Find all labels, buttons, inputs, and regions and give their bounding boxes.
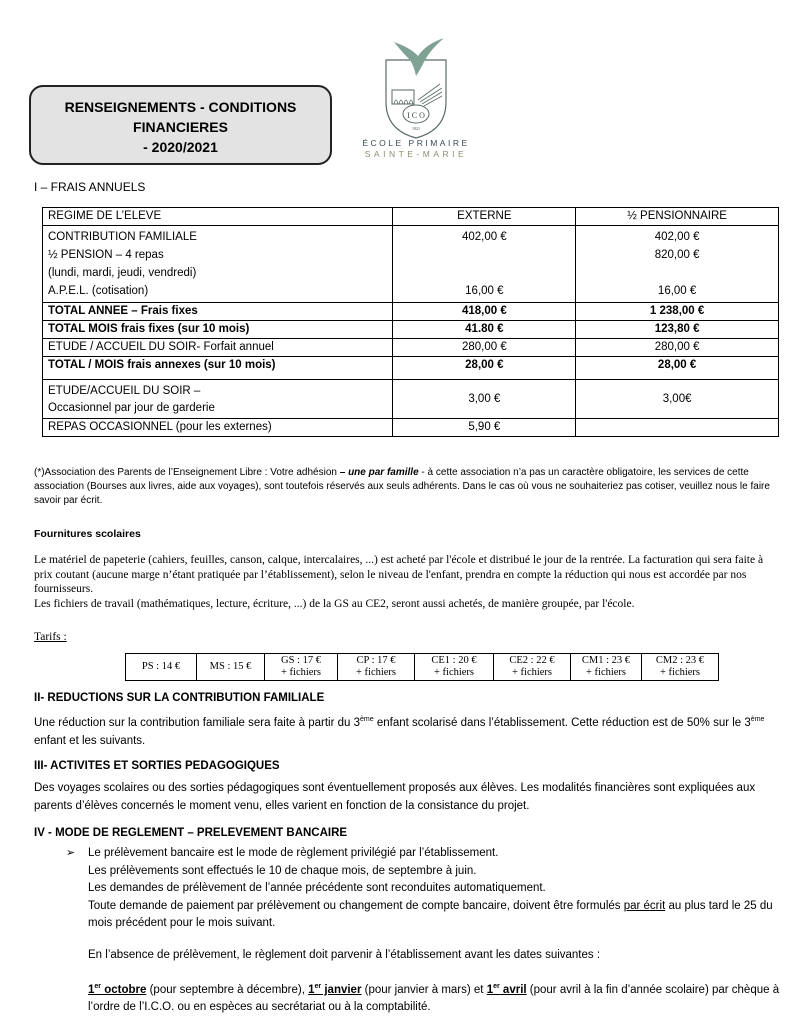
tarif-ce2	[494, 654, 571, 681]
row-demi: 402,00 €	[654, 231, 700, 243]
tarif-value: CM1 : 23 €	[581, 655, 631, 666]
section-4-line	[88, 898, 788, 933]
fournitures-text	[34, 553, 784, 611]
text-part: (pour avril à la fin d’année scolaire) par chèque à l’ordre de l’I.C.O. ou en espèces au secrétariat ou à la comptabilité.	[88, 983, 780, 1014]
row-demi: 16,00 €	[657, 285, 697, 297]
text-part: (pour septembre à décembre),	[146, 983, 309, 996]
tarif-value: CM2 : 23 €	[655, 655, 705, 666]
date-month: octobre	[101, 983, 147, 996]
frais-annuels-table	[42, 207, 779, 437]
row-demi: 28,00 €	[576, 357, 779, 380]
section-4-line: Les demandes de prélèvement de l’année précédente sont reconduites automatiquement.	[88, 882, 546, 894]
title-line-3: - 2020/2021	[143, 139, 218, 155]
row-label: ETUDE/ACCUEIL DU SOIR –	[48, 385, 201, 397]
logo-bridge	[392, 90, 414, 104]
section-4-absence: En l’absence de prélèvement, le règlement doit parvenir à l’établissement avant les dates suivantes :	[88, 949, 601, 961]
section-4-lines	[88, 845, 788, 933]
row-demi: 1 238,00 €	[576, 303, 779, 321]
row-label: A.P.E.L. (cotisation)	[48, 285, 149, 297]
tarifs-row	[126, 654, 719, 681]
section-4-line: Le prélèvement bancaire est le mode de règlement privilégié par l’établissement.	[88, 847, 499, 859]
row-label: TOTAL / MOIS frais annexes (sur 10 mois)	[43, 357, 393, 380]
row-externe: 28,00 €	[393, 357, 576, 380]
superscript: er	[493, 983, 500, 990]
tarif-gs	[265, 654, 338, 681]
tarif-extra: + fichiers	[280, 667, 322, 678]
tarif-value: CE2 : 22 €	[509, 655, 555, 666]
tarif-ce1	[415, 654, 494, 681]
tarif-extra: + fichiers	[511, 667, 553, 678]
section-3-text: Des voyages scolaires ou des sorties pédagogiques sont éventuellement proposés aux élèves. Les modalités financières sont expliquées aux parents d’élèves concernés le moment venu, elles varient en fonction de la consistance du projet.	[34, 782, 756, 812]
title-line-2: FINANCIERES	[133, 119, 228, 135]
tarifs-table	[125, 653, 719, 681]
row-label: ½ PENSION – 4 repas	[48, 249, 164, 261]
apel-note-text: (*)Association des Parents de l’Enseignement Libre : Votre adhésion	[34, 467, 340, 478]
tarif-value: CP : 17 €	[356, 655, 396, 666]
row-label: Occasionnel par jour de garderie	[48, 402, 215, 414]
school-line-2: SAINTE-MARIE	[364, 149, 468, 159]
row-externe: 280,00 €	[393, 339, 576, 357]
date-month: avril	[499, 983, 527, 996]
bullet-arrow-icon: ➢	[66, 847, 76, 859]
row-demi: 820,00 €	[654, 249, 700, 261]
row-externe: 5,90 €	[393, 419, 576, 437]
date-day: 1	[308, 983, 315, 996]
row-externe: 16,00 €	[465, 285, 504, 297]
tarif-cm2	[642, 654, 719, 681]
row-externe: 418,00 €	[393, 303, 576, 321]
logo-bird	[394, 38, 444, 76]
par-ecrit-underlined: par écrit	[623, 899, 666, 912]
table-row	[43, 357, 779, 380]
section-3-heading: III- ACTIVITES ET SORTIES PEDAGOGIQUES	[34, 760, 280, 772]
row-label: REPAS OCCASIONNEL (pour les externes)	[43, 419, 393, 437]
tarif-extra: + fichiers	[433, 667, 475, 678]
row-label: TOTAL ANNEE – Frais fixes	[43, 303, 393, 321]
fournitures-paragraph: Les fichiers de travail (mathématiques, lecture, écriture, ...) de la GS au CE2, seront aussi achetés, de manière groupée, par l'école.	[34, 597, 635, 610]
section-2-heading: II- REDUCTIONS SUR LA CONTRIBUTION FAMILIALE	[34, 692, 325, 704]
tarif-extra: + fichiers	[585, 667, 627, 678]
tarif-value: PS : 14 €	[141, 661, 181, 672]
superscript: er	[314, 983, 322, 990]
col-regime: REGIME DE L’ELEVE	[43, 208, 393, 226]
apel-note-emphasis: – une par famille	[339, 467, 419, 478]
text-part: (pour janvier à mars) et	[361, 983, 487, 996]
table-row	[43, 303, 779, 321]
row-demi: 280,00 €	[576, 339, 779, 357]
superscript: ème	[360, 716, 374, 723]
section-2-text-part: enfant et les suivants.	[34, 734, 146, 747]
col-externe: EXTERNE	[393, 208, 576, 226]
tarif-cp	[338, 654, 415, 681]
section-1-heading: I – FRAIS ANNUELS	[34, 180, 146, 194]
section-2-text-part: enfant scolarisé dans l’établissement. Cette réduction est de 50% sur le 3	[373, 716, 751, 729]
table-row	[43, 419, 779, 437]
row-externe: 402,00 €	[461, 231, 507, 243]
tarif-cm1	[571, 654, 642, 681]
text-part: au plus tard le 25 du mois précédent pour le mois suivant.	[88, 899, 773, 929]
row-demi: 3,00€	[576, 380, 779, 419]
tarifs-label: Tarifs :	[34, 631, 67, 643]
section-4-line: Les prélèvements sont effectués le 10 de chaque mois, de septembre à juin.	[88, 864, 477, 877]
row-label: (lundi, mardi, jeudi, vendredi)	[48, 267, 197, 279]
section-4-dates	[88, 978, 788, 1017]
logo-ico-text: I C O	[407, 111, 425, 120]
text-part: Toute demande de paiement par prélèvement ou changement de compte bancaire, doivent être formulés	[88, 899, 624, 912]
logo-since-text: 1921	[412, 126, 420, 131]
col-demi: ½ PENSIONNAIRE	[576, 208, 779, 226]
tarif-extra: + fichiers	[659, 667, 701, 678]
section-4-heading: IV - MODE DE REGLEMENT – PRELEVEMENT BANCAIRE	[34, 827, 348, 839]
date-month: janvier	[321, 983, 362, 996]
table-row	[43, 380, 779, 419]
tarif-value: GS : 17 €	[281, 655, 321, 666]
tarif-value: MS : 15 €	[209, 661, 252, 672]
school-line-1: ÉCOLE PRIMAIRE	[362, 138, 470, 148]
row-label: CONTRIBUTION FAMILIALE	[48, 231, 197, 243]
date-day: 1	[486, 983, 494, 996]
table-header-row	[43, 208, 779, 226]
row-demi: 123,80 €	[576, 321, 779, 339]
fournitures-heading: Fournitures scolaires	[34, 528, 141, 540]
apel-note-text: - à cette association n’a pas un caractère obligatoire, les services de cette association (Bourses aux livres, aide aux voyages), sont toutefois réservés aux seuls adhérents. Dans le cas où vous ne souhaiteriez pas cotiser, veuillez nous le faire savoir par écrit.	[34, 467, 770, 506]
school-name	[348, 138, 484, 160]
table-row	[43, 339, 779, 357]
tarif-ms	[197, 654, 265, 681]
row-externe: 3,00 €	[393, 380, 576, 419]
tarif-value: CE1 : 20 €	[431, 655, 477, 666]
row-externe: 41.80 €	[393, 321, 576, 339]
superscript: ème	[750, 716, 765, 723]
row-label: ETUDE / ACCUEIL DU SOIR- Forfait annuel	[43, 339, 393, 357]
title-box	[29, 85, 332, 165]
section-2-text-part: Une réduction sur la contribution familiale sera faite à partir du 3	[34, 716, 361, 729]
row-demi	[576, 419, 779, 437]
tarif-ps	[126, 654, 197, 681]
superscript: er	[94, 983, 102, 990]
table-row	[43, 226, 779, 303]
apel-note	[34, 466, 782, 508]
date-day: 1	[88, 983, 95, 996]
section-2-text	[34, 711, 784, 750]
tarif-extra: + fichiers	[355, 667, 397, 678]
table-row	[43, 321, 779, 339]
row-label: TOTAL MOIS frais fixes (sur 10 mois)	[43, 321, 393, 339]
title-line-1: RENSEIGNEMENTS - CONDITIONS	[64, 99, 297, 115]
fournitures-paragraph: Le matériel de papeterie (cahiers, feuilles, canson, calque, intercalaires, ...) est acheté par l'école et distribué le jour de la rentrée. La facturation qui sera faite à prix coutant (aucune marge n’étant pratiquée par l’établissement), selon le niveau de l'enfant, prendra en compte la réduction qui nous est accordée par nos fournisseurs.	[34, 554, 764, 595]
